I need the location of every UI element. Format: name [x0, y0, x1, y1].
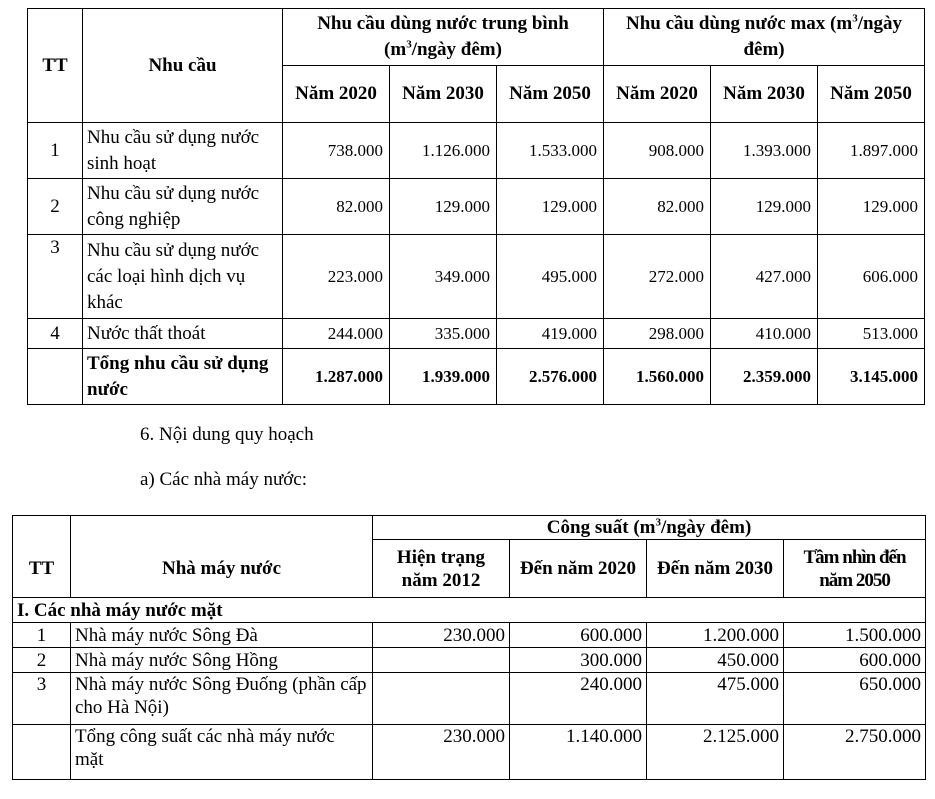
header-max-demand: Nhu cầu dùng nước $\max (m^3$/ngày đêm) — [604, 9, 925, 66]
value-cell: 129.000 — [711, 179, 818, 235]
value-cell: 223.000 — [283, 235, 390, 319]
value-cell: 1.533.000 — [497, 123, 604, 179]
value-cell — [373, 648, 510, 673]
row-number: 3 — [28, 235, 83, 319]
row-number: 4 — [28, 319, 83, 349]
need-label: Nhu cầu sử dụng nước sinh hoạt — [83, 123, 283, 179]
value-cell: 82.000 — [283, 179, 390, 235]
need-label: Nhu cầu sử dụng nước các loại hình dịch vụ khác — [83, 235, 283, 319]
total-label: Tổng công suất các nhà máy nước mặt — [71, 725, 373, 780]
water-plants-table — [12, 515, 926, 780]
header-capacity: Công suất ($m^3$/ngày đêm) — [373, 516, 926, 540]
header-year: Năm 2050 — [497, 66, 604, 123]
header-col: Đến năm 2030 — [647, 540, 784, 598]
total-value: 1.560.000 — [604, 349, 711, 405]
value-cell: 600.000 — [784, 648, 926, 673]
total-value: 2.359.000 — [711, 349, 818, 405]
value-cell: 129.000 — [390, 179, 497, 235]
plant-name: Nhà máy nước Sông Đà — [71, 623, 373, 648]
header-year: Năm 2030 — [711, 66, 818, 123]
value-cell: 349.000 — [390, 235, 497, 319]
value-cell: 738.000 — [283, 123, 390, 179]
value-cell: 272.000 — [604, 235, 711, 319]
value-cell: 606.000 — [818, 235, 925, 319]
value-cell: 335.000 — [390, 319, 497, 349]
need-label: Nước thất thoát — [83, 319, 283, 349]
header-year: Năm 2030 — [390, 66, 497, 123]
table-row — [28, 123, 925, 179]
total-value: 230.000 — [373, 725, 510, 780]
row-number: 1 — [13, 623, 71, 648]
value-cell: 300.000 — [510, 648, 647, 673]
value-cell: 240.000 — [510, 673, 647, 725]
row-number: 1 — [28, 123, 83, 179]
value-cell: 475.000 — [647, 673, 784, 725]
total-row — [28, 349, 925, 405]
value-cell: 1.200.000 — [647, 623, 784, 648]
table-row — [13, 648, 926, 673]
value-cell: 419.000 — [497, 319, 604, 349]
total-value: 1.939.000 — [390, 349, 497, 405]
section-heading: 6. Nội dung quy hoạch — [140, 424, 314, 445]
value-cell: 244.000 — [283, 319, 390, 349]
value-cell: 1.500.000 — [784, 623, 926, 648]
value-cell: 298.000 — [604, 319, 711, 349]
header-tt-top — [13, 516, 71, 540]
value-cell: 82.000 — [604, 179, 711, 235]
table-row — [13, 673, 926, 725]
header-year: Năm 2050 — [818, 66, 925, 123]
table-row — [28, 235, 925, 319]
value-cell: 129.000 — [818, 179, 925, 235]
value-cell: 427.000 — [711, 235, 818, 319]
value-cell: 230.000 — [373, 623, 510, 648]
row-number: 2 — [28, 179, 83, 235]
row-number — [13, 725, 71, 780]
value-cell: 600.000 — [510, 623, 647, 648]
row-number — [28, 349, 83, 405]
value-cell: 495.000 — [497, 235, 604, 319]
header-year: Năm 2020 — [283, 66, 390, 123]
table-row — [13, 623, 926, 648]
header-tt: TT — [28, 9, 83, 123]
table-row — [28, 319, 925, 349]
subsection-heading: a) Các nhà máy nước: — [140, 469, 308, 490]
value-cell: 450.000 — [647, 648, 784, 673]
total-value: 2.125.000 — [647, 725, 784, 780]
value-cell: 1.393.000 — [711, 123, 818, 179]
water-demand-table — [27, 8, 925, 405]
value-cell: 410.000 — [711, 319, 818, 349]
value-cell: 513.000 — [818, 319, 925, 349]
value-cell — [373, 673, 510, 725]
total-value: 2.576.000 — [497, 349, 604, 405]
header-avg-demand: Nhu cầu dùng nước trung bình ($m^3$/ngày đêm) — [283, 9, 604, 66]
value-cell: 1.126.000 — [390, 123, 497, 179]
header-plant: Nhà máy nước — [71, 540, 373, 598]
total-label: Tổng nhu cầu sử dụng nước — [83, 349, 283, 405]
value-cell: 1.897.000 — [818, 123, 925, 179]
total-value: 1.287.000 — [283, 349, 390, 405]
total-value: 3.145.000 — [818, 349, 925, 405]
value-cell: 908.000 — [604, 123, 711, 179]
group-label: I. Các nhà máy nước mặt — [13, 598, 926, 623]
header-year: Năm 2020 — [604, 66, 711, 123]
total-value: 1.140.000 — [510, 725, 647, 780]
value-cell: 129.000 — [497, 179, 604, 235]
header-col: Đến năm 2020 — [510, 540, 647, 598]
header-plant-top — [71, 516, 373, 540]
row-number: 3 — [13, 673, 71, 725]
header-tt: TT — [13, 540, 71, 598]
table-row — [28, 179, 925, 235]
value-cell: 650.000 — [784, 673, 926, 725]
need-label: Nhu cầu sử dụng nước công nghiệp — [83, 179, 283, 235]
plant-name: Nhà máy nước Sông Đuống (phần cấp cho Hà Nội) — [71, 673, 373, 725]
total-row — [13, 725, 926, 780]
row-number: 2 — [13, 648, 71, 673]
total-value: 2.750.000 — [784, 725, 926, 780]
header-col: Hiện trạng năm 2012 — [373, 540, 510, 598]
header-col: Tầm nhìn đến năm 2050 — [784, 540, 926, 598]
header-need: Nhu cầu — [83, 9, 283, 123]
plant-name: Nhà máy nước Sông Hồng — [71, 648, 373, 673]
